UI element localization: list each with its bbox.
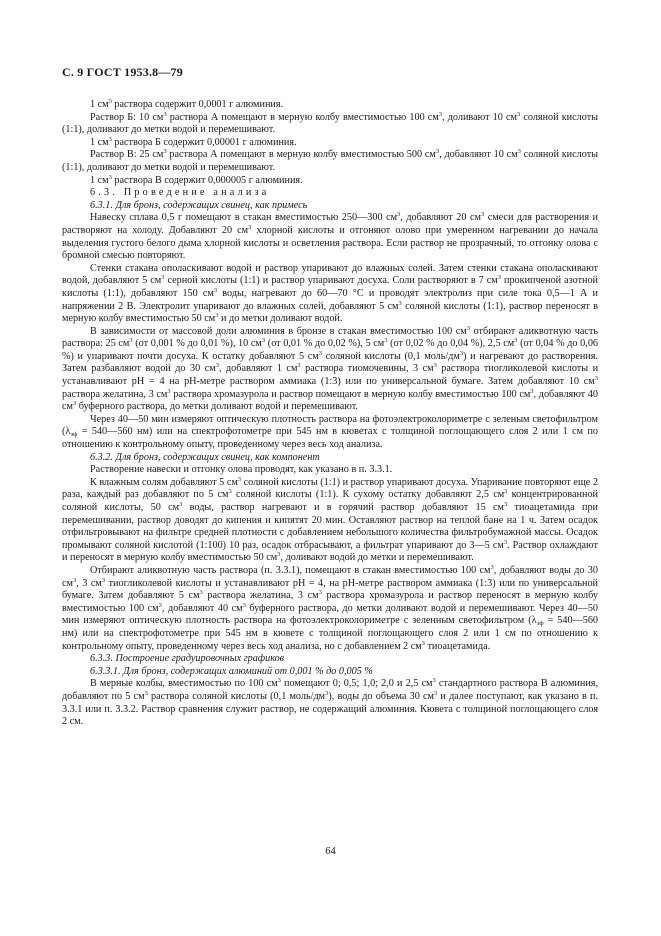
document-body <box>62 99 598 729</box>
paragraph: Стенки стакана ополаскивают водой и раствор упаривают до влажных солей. Затем стенки стакана ополаскивают водой, добавляют 5 $см^3$ серной кислоты (1:1) и раствор упаривают досуха. Соли растворяют в 7 $см^3$ прокипченой азотной кислоты (1:1), добавляют 150 $см^3$ воды, нагревают до 60—70 °С и проводят электролиз при силе тока 0,5—1 А и напряжении 2 В. Электролит упаривают до влажных солей, добавляют 5 $см^3$ соляной кислоты (1:1), раствор переносят в мерную колбу вместимостью 50 $см^3$ и до метки доливают водой. <box>62 262 599 325</box>
paragraph: В зависимости от массовой доли алюминия в бронзе в стакан вместимостью 100 $см^3$ отбирают аликвотную часть раствора: 25 $см^3$ (от 0,001 % до 0,01 %), 10 $см^3$ (от 0,01 % до 0,02 %), 5 $см^3$ (от 0,02 % до 0,04 %), 2,5 $см^3$ (от 0,04 % до 0,06 %) и упаривают почти досуха. К остатку добавляют 5 $см^3$ соляной кислоты (0,1 моль/$дм^3$) и нагревают до растворения. Затем разбавляют водой до 30 $см^3$, добавляют 1 $см^3$ раствора тиомочевины, 3 $см^3$ раствора тиогликолевой кислоты и устанавливают рН = 4 на рН-метре раствором аммиака (1:3) или по универсальной бумаге. Затем добавляют 10 $см^3$ раствора желатина, 3 $см^3$ раствора хромазурола и раствор помещают в мерную колбу вместимостью 100 $см^3$, добавляют 40 $см^3$ буферного раствора, до метки доливают водой и перемешивают. <box>62 324 599 413</box>
paragraph: В мерные колбы, вместимостью по 100 $см^3$ помещают 0; 0,5; 1,0; 2,0 и 2,5 $см^3$ стандартного раствора В алюминия, добавляют по 5 $см^3$ раствора соляной кислоты (0,1 моль/$дм^3$), воды до объема 30 $см^3$ и далее поступают, как указано в п. 3.3.1 или п. 3.3.2. Раствор сравнения служит раствор, не содержащий алюминия. Кювета с толщиной поглощающего слоя 2 см. <box>62 677 599 728</box>
paragraph: Раствор В: 25 $см^3$ раствора А помещают в мерную колбу вместимостью 500 $см^3$, добавляют 10 $см^3$ соляной кислоты (1:1), доливают до метки водой и перемешивают. <box>62 148 598 173</box>
paragraph: 1 $см^3$ раствора Б содержит 0,00001 г алюминия. <box>90 135 297 148</box>
paragraph: Навеску сплава 0,5 г помещают в стакан вместимостью 250—300 $см^3$, добавляют 20 $см^3$ смеси для растворения и растворяют на холоду. Добавляют 20 $см^3$ хлорной кислоты и отгоняют олово при умеренном нагревании до начала выделения густого белого дыма хлорной кислоты и осветления раствора. Если раствор не прозрачный, то отгонку олова с бромной смесью повторяют. <box>62 211 599 262</box>
page-header: С. 9 ГОСТ 1953.8—79 <box>62 65 183 79</box>
paragraph: Раствор Б: 10 $см^3$ раствора А помещают в мерную колбу вместимостью 100 $см^3$, доливают 10 $см^3$ соляной кислоты (1:1), доливают до метки водой и перемешивают. <box>62 110 598 136</box>
subsection-heading: 6.3.3.1. Для бронз, содержащих алюминий от 0,001 % до 0,005 % <box>90 665 373 677</box>
paragraph: Через 40—50 мин измеряют оптическую плотность раствора на фотоэлектроколориметре с зеленым светофильтром ($\lambda_{эф}$ = 540—560 нм) или на спектрофотометре при 545 нм в кюветах с толщиной поглощающего слоя 2 или 1 см по отношению к контрольному опыту, проведенному через весь ход анализа. <box>62 413 598 451</box>
paragraph: Отбирают аликвотную часть раствора (п. 3.3.1), помещают в стакан вместимостью 100 $см^3$, добавляют воды до 30 $см^3$, 3 $см^3$ тиогликолевой кислоты и устанавливают рН = 4, на рН-метре раствором аммиака (1:3) или по универсальной бумаге. Затем добавляют 5 $см^3$ раствора желатина, 3 $см^3$ раствора хромазурола и раствор переносят в мерную колбу вместимостью 100 $см^3$, добавляют 40 $см^3$ буферного раствора, до метки доливают водой и перемешивают. Через 40—50 мин измеряют оптическую плотность раствора на фотоэлектроколориметре с зеленным светофильтром ($\lambda_{эф}$ = 540—560 нм) или на спектрофотометре при 545 нм в кювете с толщиной поглощающего слоя 2 или 1 см по отношению к контрольному опыту, проведенному через весь ход анализа, но с добавлением 2 $см^3$ тиоацетамида. <box>62 563 599 652</box>
paragraph: 1 $см^3$ раствора В содержит 0,000005 г алюминия. <box>90 173 303 186</box>
section-heading: 6.3. Проведение анализа <box>90 187 270 199</box>
page-number: 64 <box>325 846 336 857</box>
subsection-heading: 6.3.3. Построение градуировочных графиков <box>90 653 285 665</box>
subsection-heading: 6.3.2. Для бронз, содержащих свинец, как компонент <box>90 451 320 463</box>
subsection-heading: 6.3.1. Для бронз, содержащих свинец, как примесь <box>90 199 308 211</box>
paragraph: Растворение навески и отгонку олова проводят, как указано в п. 3.3.1. <box>90 464 393 476</box>
paragraph: 1 $см^3$ раствора содержит 0,0001 г алюминия. <box>90 98 284 110</box>
paragraph: К влажным солям добавляют 5 $см^3$ соляной кислоты (1:1) и раствор упаривают досуха. Упаривание повторяют еще 2 раза, каждый раз добавляют по 5 $см^3$ соляной кислоты (1:1). К сухому остатку добавляют 2,5 $см^3$ концентрированной соляной кислоты, 50 $см^3$ воды, раствор нагревают и в горячий раствор добавляют 15 $см^3$ тиоацетамида при перемешивании, раствор доводят до кипения и кипятят 20 мин. Оставляют раствор на теплой бане на 1 ч. Затем осадок отфильтровывают на фильтре средней плотности с добавлением небольшого количества фильтробумажной массы. Осадок промывают соляной кислотой (1:100) 10 раз, осадок отбрасывают, а фильтрат упаривают до 3—5 $см^3$. Раствор охлаждают и переносят в мерную колбу вместимостью 50 $см^3$, доливают водой до метки и перемешивают. <box>62 475 599 564</box>
